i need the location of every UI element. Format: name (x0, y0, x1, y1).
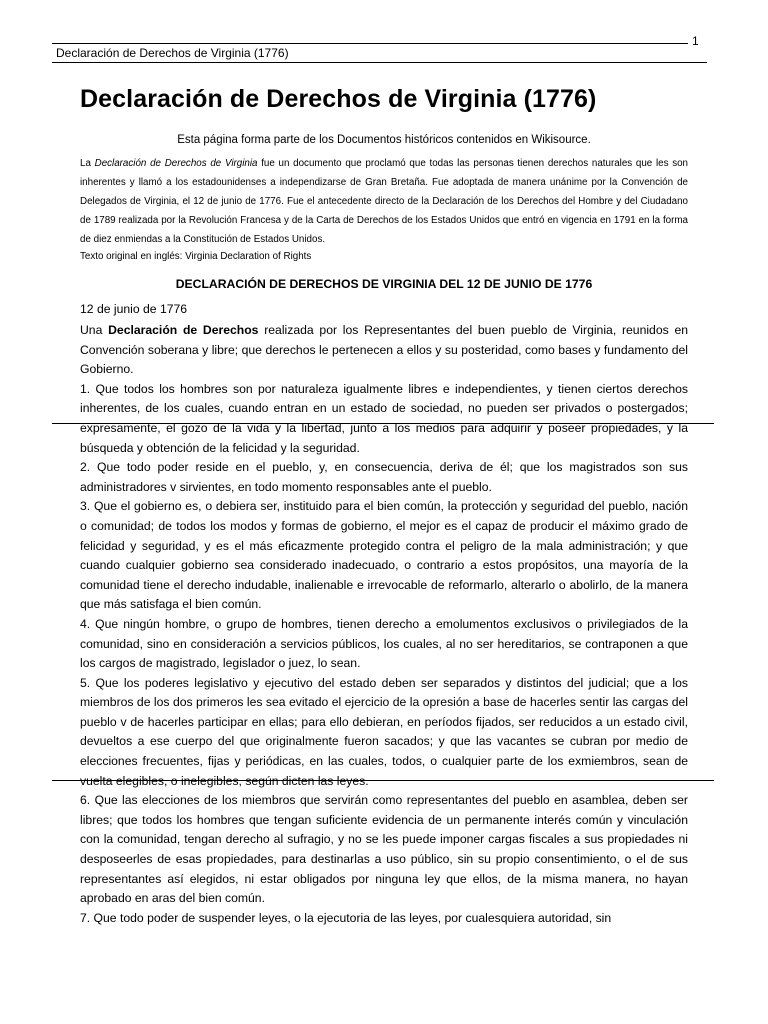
top-rule (52, 43, 688, 44)
original-text-link[interactable]: Texto original en inglés: Virginia Declaration of Rights (80, 251, 312, 262)
intro-doc-name: Declaración de Derechos de Virginia (94, 158, 258, 169)
header-rule (52, 62, 707, 63)
intro-paragraph (80, 154, 688, 249)
wikisource-notice: Esta página forma parte de los Documentos históricos contenidos en Wikisource. (177, 134, 591, 146)
document-body (80, 82, 688, 928)
preamble-bold: Declaración de Derechos (108, 323, 259, 337)
page-break-line-1 (52, 423, 714, 424)
article-3: 3. Que el gobierno es, o debiera ser, instituido para el bien común, la protección y seguridad del pueblo, nación o comunidad; de todos los modos y formas de gobierno, el mejor es el capaz de producir el máximo grado de felicidad y seguridad, y es el más eficazmente protegido contra el peligro de la mala administración; y que cuando cualquier gobierno sea considerado inadecuado, o contrario a estos propósitos, una mayoría de la comunidad tiene el derecho indudable, inalienable e irrevocable de reformarlo, alterarlo o abolirlo, de la manera que más satisfaga el bien común. (80, 499, 688, 612)
document-title: Declaración de Derechos de Virginia (1776) (80, 85, 597, 113)
article-5: 5. Que los poderes legislativo y ejecutivo del estado deben ser separados y distintos del judicial; que a los miembros de los dos primeros les sea evitado el ejercicio de la opresión a base de hacerles sentir las cargas del pueblo v de hacerles participar en ellas; para ello debieran, en períodos fijados, ser reducidos a un estado civil, devueltos a ese cuerpo del que originalmente fueron sacados; y que las vacantes se cubran por medio de elecciones frecuentes, fijas y periódicas, en las cuales, todos, o cualquier parte de los exmiembros, sean de vuelta elegibles, o inelegibles, según dicten las leyes. (80, 675, 688, 788)
article-6: 6. Que las elecciones de los miembros que servirán como representantes del pueblo en asamblea, deben ser libres; que todos los hombres que tengan suficiente evidencia de un permanente interés común y vinculación con la comunidad, tengan derecho al sufragio, y no se les puede imponer cargas fiscales a sus propiedades ni desposeerles de esas propiedades, para destinarlas a uso público, sin su propio consentimiento, o el de sus representantes así elegidos, ni estar obligados por ninguna ley que ellos, de la misma manera, no hayan aprobado en aras del bien común. (80, 793, 688, 906)
running-header: Declaración de Derechos de Virginia (1776) (56, 46, 289, 60)
intro-lead: La (80, 158, 95, 169)
article-2: 2. Que todo poder reside en el pueblo, y, en consecuencia, deriva de él; que los magistrados son sus administradores v sirvientes, en todo momento responsables ante el pueblo. (80, 460, 688, 494)
page-break-line-2 (52, 780, 714, 781)
article-7: 7. Que todo poder de suspender leyes, o la ejecutoria de las leyes, por cualesquiera autoridad, sin (80, 910, 612, 925)
section-title: DECLARACIÓN DE DERECHOS DE VIRGINIA DEL 12 DE JUNIO DE 1776 (175, 277, 593, 291)
article-1: 1. Que todos los hombres son por naturaleza igualmente libres e independientes, y tienen ciertos derechos inherentes, de los cuales, cuando entran en un estado de sociedad, no pueden ser privados o postergados; expresamente, el gozo de la vida y la libertad, junto a los medios para adquirir y poseer propiedades, y la búsqueda y obtención de la felicidad y la seguridad. (80, 381, 688, 455)
article-4: 4. Que ningún hombre, o grupo de hombres, tienen derecho a emolumentos exclusivos o privilegiados de la comunidad, sino en consideración a servicios públicos, los cuales, al no ser hereditarios, se contraponen a que los cargos de magistrado, legislador o juez, lo sean. (80, 616, 688, 671)
page-number: 1 (692, 34, 699, 48)
preamble-paragraph (80, 321, 688, 380)
declaration-date: 12 de junio de 1776 (80, 302, 188, 316)
preamble-lead: Una (80, 323, 109, 337)
intro-text: fue un documento que proclamó que todas las personas tienen derechos naturales que les son inherentes y llamó a los estadounidenses a independizarse de Gran Bretaña. Fue adoptada de manera unánime por la Convención de Delegados de Virginia, el 12 de junio de 1776. Fue el antecedente directo de la Declaración de los Derechos del Hombre y del Ciudadano de 1789 realizada por la Revolución Francesa y de la Carta de Derechos de los Estados Unidos que entró en vigencia en 1791 en la forma de diez enmiendas a la Constitución de Estados Unidos. (80, 158, 688, 245)
preamble-text: realizada por los Representantes del buen pueblo de Virginia, reunidos en Convención soberana y libre; que derechos le pertenecen a ellos y su posteridad, como bases y fundamento del Gobierno. (80, 323, 689, 377)
